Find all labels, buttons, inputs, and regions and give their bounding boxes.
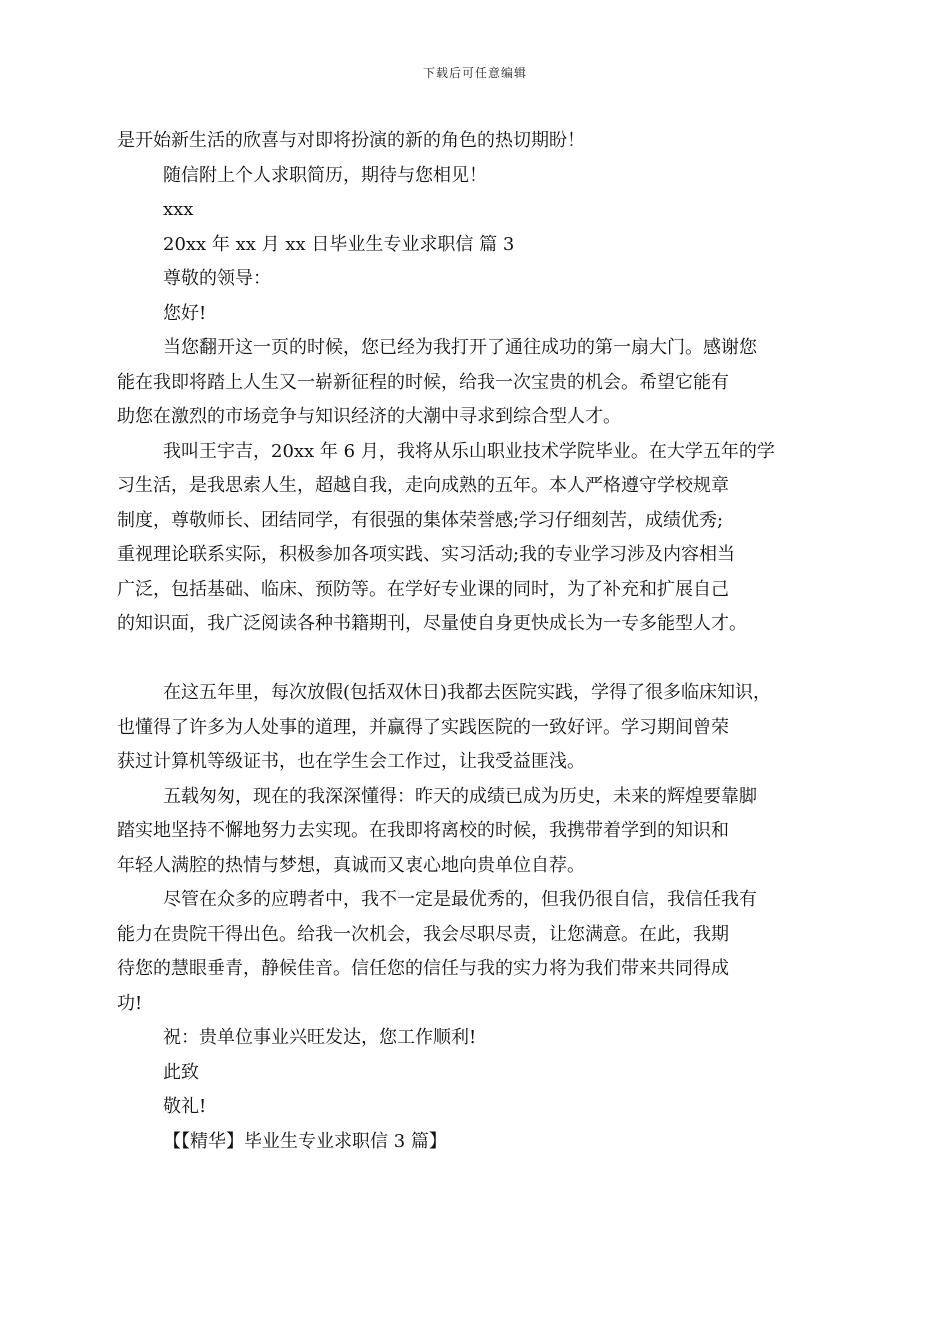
text-line: 年轻人满腔的热情与梦想，真诚而又衷心地向贵单位自荐。: [117, 854, 585, 876]
text-line: 五载匆匆，现在的我深深懂得：昨天的成绩已成为历史，未来的辉煌要靠脚: [163, 785, 757, 807]
text-line: 习生活，是我思索人生，超越自我，走向成熟的五年。本人严格遵守学校规章: [117, 475, 729, 496]
document-title-footer: 【【精华】毕业生专业求职信 3 篇】: [163, 1130, 447, 1152]
text-line: 的知识面，我广泛阅读各种书籍期刊，尽量使自身更快成长为一专多能型人才。: [117, 613, 747, 634]
blank-line: [117, 642, 827, 677]
text-line: 制度，尊敬师长、团结同学，有很强的集体荣誉感;学习仔细刻苦，成绩优秀;: [117, 509, 724, 531]
closing-wish: 祝：贵单位事业兴旺发达，您工作顺利!: [163, 1027, 477, 1048]
section-heading: 20xx 年 xx 月 xx 日毕业生专业求职信 篇 3: [163, 233, 515, 255]
text-line: 我叫王宇吉，20xx 年 6 月，我将从乐山职业技术学院毕业。在大学五年的学: [163, 440, 775, 462]
letter-body: [117, 124, 827, 1159]
text-line: 助您在激烈的市场竞争与知识经济的大潮中寻求到综合型人才。: [117, 406, 621, 427]
greeting: 您好!: [163, 302, 207, 324]
text-line: 随信附上个人求职简历，期待与您相见！: [163, 164, 487, 186]
text-line: 当您翻开这一页的时候，您已经为我打开了通往成功的第一扇大门。感谢您: [163, 337, 757, 358]
page-header: 下载后可任意编辑: [422, 66, 527, 80]
text-line: 在这五年里，每次放假(包括双休日)我都去医院实践，学得了很多临床知识，: [163, 682, 772, 703]
salutation: 尊敬的领导：: [163, 268, 271, 289]
text-line: 尽管在众多的应聘者中，我不一定是最优秀的，但我仍很自信，我信任我有: [163, 889, 757, 910]
closing-line: 此致: [163, 1061, 199, 1083]
signature-name: xxx: [163, 199, 194, 220]
text-line: 也懂得了许多为人处事的道理，并赢得了实践医院的一致好评。学习期间曾荣: [117, 716, 729, 738]
text-line: 待您的慧眼垂青，静候佳音。信任您的信任与我的实力将为我们带来共同得成: [117, 958, 729, 979]
text-line: 获过计算机等级证书，也在学生会工作过，让我受益匪浅。: [117, 751, 585, 772]
text-line: 重视理论联系实际，积极参加各项实践、实习活动;我的专业学习涉及内容相当: [117, 544, 736, 565]
text-line: 能在我即将踏上人生又一崭新征程的时候，给我一次宝贵的机会。希望它能有: [117, 371, 729, 393]
text-line: 是开始新生活的欣喜与对即将扮演的新的角色的热切期盼！: [117, 130, 585, 151]
text-line: 能力在贵院干得出色。给我一次机会，我会尽职尽责，让您满意。在此，我期: [117, 923, 729, 945]
text-line: 广泛，包括基础、临床、预防等。在学好专业课的同时，为了补充和扩展自己: [117, 578, 729, 600]
text-line: 功!: [117, 992, 143, 1014]
text-line: 踏实地坚持不懈地努力去实现。在我即将离校的时候，我携带着学到的知识和: [117, 820, 729, 841]
closing-salute: 敬礼!: [163, 1096, 207, 1117]
